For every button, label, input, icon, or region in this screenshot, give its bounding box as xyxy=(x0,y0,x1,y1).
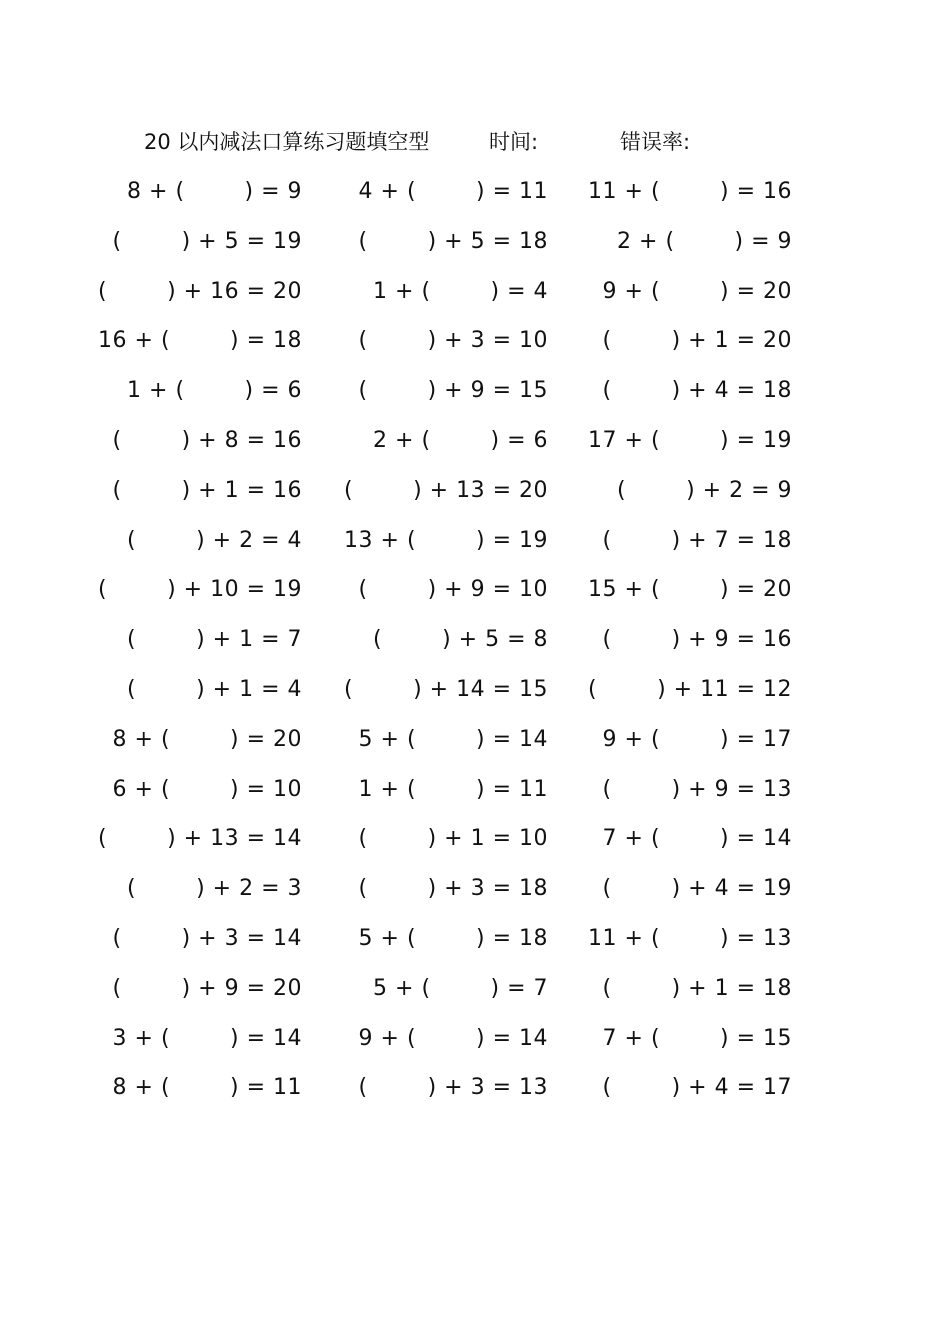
problem-col2-row-4: ( ) + 3 = 10 xyxy=(358,328,548,354)
problem-col1-row-17: ( ) + 9 = 20 xyxy=(112,975,302,1001)
problem-col1-row-11: ( ) + 1 = 4 xyxy=(127,677,302,702)
problem-col2-row-11: ( ) + 14 = 15 xyxy=(344,677,548,702)
problem-col2-row-15: ( ) + 3 = 18 xyxy=(358,876,548,902)
problem-col2-row-2: ( ) + 5 = 18 xyxy=(358,228,548,254)
problem-col2-row-14: ( ) + 1 = 10 xyxy=(358,826,548,852)
problem-col1-row-9: ( ) + 10 = 19 xyxy=(98,577,302,603)
problem-col3-row-15: ( ) + 4 = 19 xyxy=(602,876,792,902)
problem-col3-row-11: ( ) + 11 = 12 xyxy=(588,677,792,702)
problem-col3-row-9: 15 + ( ) = 20 xyxy=(588,577,792,603)
worksheet-title: 20 以内减法口算练习题填空型 xyxy=(144,130,430,154)
problem-col2-row-13: 1 + ( ) = 11 xyxy=(358,776,548,802)
problem-col2-row-8: 13 + ( ) = 19 xyxy=(344,527,548,553)
problem-col1-row-1: 8 + ( ) = 9 xyxy=(127,179,302,204)
problem-col2-row-3: 1 + ( ) = 4 xyxy=(373,278,548,304)
problem-col1-row-5: 1 + ( ) = 6 xyxy=(127,378,302,404)
problem-col3-row-10: ( ) + 9 = 16 xyxy=(602,627,792,653)
problem-col3-row-5: ( ) + 4 = 18 xyxy=(602,378,792,404)
problem-col2-row-1: 4 + ( ) = 11 xyxy=(358,179,548,204)
problem-col3-row-4: ( ) + 1 = 20 xyxy=(602,328,792,354)
problem-col3-row-16: 11 + ( ) = 13 xyxy=(588,926,792,951)
problem-col3-row-13: ( ) + 9 = 13 xyxy=(602,776,792,802)
problem-col1-row-8: ( ) + 2 = 4 xyxy=(127,527,302,553)
problem-col1-row-19: 8 + ( ) = 11 xyxy=(112,1075,302,1101)
problem-col1-row-3: ( ) + 16 = 20 xyxy=(98,278,302,304)
problem-col2-row-18: 9 + ( ) = 14 xyxy=(358,1025,548,1051)
time-label: 时间: xyxy=(489,130,539,154)
problem-col3-row-7: ( ) + 2 = 9 xyxy=(617,477,792,503)
problem-col3-row-14: 7 + ( ) = 14 xyxy=(602,826,792,852)
problem-col2-row-10: ( ) + 5 = 8 xyxy=(373,627,548,653)
problem-col3-row-6: 17 + ( ) = 19 xyxy=(588,428,792,453)
problem-col2-row-7: ( ) + 13 = 20 xyxy=(344,477,548,503)
problem-col3-row-12: 9 + ( ) = 17 xyxy=(602,726,792,752)
problem-col3-row-1: 11 + ( ) = 16 xyxy=(588,179,792,204)
problem-col1-row-15: ( ) + 2 = 3 xyxy=(127,876,302,902)
problem-col1-row-13: 6 + ( ) = 10 xyxy=(112,776,302,802)
problem-col1-row-10: ( ) + 1 = 7 xyxy=(127,627,302,653)
problem-col2-row-9: ( ) + 9 = 10 xyxy=(358,577,548,603)
problem-col2-row-16: 5 + ( ) = 18 xyxy=(358,926,548,951)
problem-col2-row-19: ( ) + 3 = 13 xyxy=(358,1075,548,1101)
problem-col3-row-8: ( ) + 7 = 18 xyxy=(602,527,792,553)
problem-col3-row-19: ( ) + 4 = 17 xyxy=(602,1075,792,1101)
problem-col3-row-17: ( ) + 1 = 18 xyxy=(602,975,792,1001)
problem-col3-row-2: 2 + ( ) = 9 xyxy=(617,228,792,254)
problem-col1-row-12: 8 + ( ) = 20 xyxy=(112,726,302,752)
problem-col2-row-5: ( ) + 9 = 15 xyxy=(358,378,548,404)
problem-col1-row-16: ( ) + 3 = 14 xyxy=(112,926,302,951)
problem-col1-row-7: ( ) + 1 = 16 xyxy=(112,477,302,503)
error-rate-label: 错误率: xyxy=(620,130,691,154)
problem-col1-row-6: ( ) + 8 = 16 xyxy=(112,428,302,453)
problem-col2-row-6: 2 + ( ) = 6 xyxy=(373,428,548,453)
problem-col1-row-14: ( ) + 13 = 14 xyxy=(98,826,302,852)
problem-col1-row-18: 3 + ( ) = 14 xyxy=(112,1025,302,1051)
problem-col3-row-18: 7 + ( ) = 15 xyxy=(602,1025,792,1051)
problem-col2-row-12: 5 + ( ) = 14 xyxy=(358,726,548,752)
problem-col2-row-17: 5 + ( ) = 7 xyxy=(373,975,548,1001)
problem-col1-row-4: 16 + ( ) = 18 xyxy=(98,328,302,354)
problem-col3-row-3: 9 + ( ) = 20 xyxy=(602,278,792,304)
problem-col1-row-2: ( ) + 5 = 19 xyxy=(112,228,302,254)
